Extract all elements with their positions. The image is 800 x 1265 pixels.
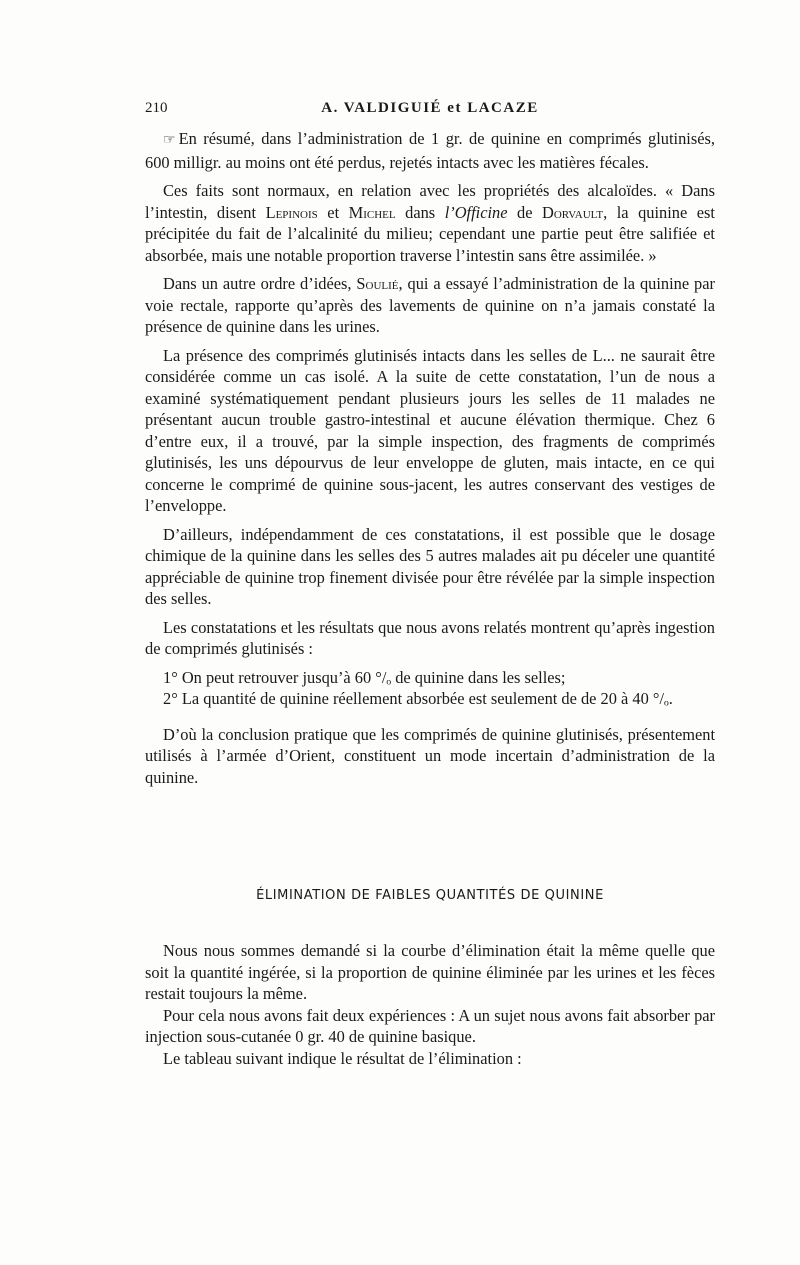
author-name: Soulié	[356, 274, 399, 293]
paragraph-observations: La présence des comprimés glutinisés intacts dans les selles de L... ne saurait être considérée comme un cas isolé. A la suite de cette constatation, l’un de nous a examiné systématiquement pendant plusieurs jours les selles de 11 malades ne présentant aucun trouble gastro-intestinal et aucune élévation thermique. Chez 6 d’entre eux, il a trouvé, par la simple inspection, des fragments de comprimés glutinisés, les uns dépourvus de leur enveloppe de gluten, mais intacte, en ce qui concerne le comprimé de quinine sous-jacent, les autres conservant des vestiges de l’enveloppe.	[145, 345, 715, 515]
paragraph-results: Les constatations et les résultats que nous avons relatés montrent qu’après ingestion de comprimés glutinisés :	[145, 617, 715, 658]
paragraph-table-intro: Le tableau suivant indique le résultat de l’élimination :	[163, 1048, 522, 1068]
author-name: Lepinois	[265, 202, 318, 222]
body-text	[145, 128, 715, 788]
book-title: l’Officine	[444, 202, 508, 222]
paragraph-summary: ☞ En résumé, dans l’administration de 1 gr. de quinine en comprimés glutinisés, 600 milligr. au moins ont été perdus, rejetés intacts avec les matières fécales.	[145, 129, 715, 172]
paragraph-question: Nous nous sommes demandé si la courbe d’élimination était la même quelle que soit la quantité ingérée, si la proportion de quinine éliminée par les urines et les fèces restait toujours la même.	[145, 941, 715, 1003]
running-head: A. VALDIGUIÉ et LACAZE	[321, 100, 539, 116]
section-heading: ÉLIMINATION DE FAIBLES QUANTITÉS DE QUININE	[256, 888, 604, 903]
paragraph-dosage: D’ailleurs, indépendamment de ces constatations, il est possible que le dosage chimique de la quinine dans les selles des 5 autres malades ait pu déceler une quantité appréciable de quinine trop finement divisée pour être révélée par la simple inspection des selles.	[145, 524, 715, 608]
author-name: Michel	[348, 202, 396, 222]
paragraph-rectal: Dans un autre ordre d’idées, Soulié, qui a essayé l’administration de la quinine par voie rectale, rapporte qu’après des lavements de quinine on n’a jamais constaté la présence de quinine dans les urines.	[145, 274, 715, 336]
paragraph-conclusion: D’où la conclusion pratique que les comprimés de quinine glutinisés, présentement utilisés à l’armée d’Orient, constituent un mode incertain d’administration de la quinine.	[145, 724, 715, 787]
hand-mark-icon: ☞	[163, 133, 176, 148]
page-number: 210	[145, 100, 168, 116]
list-item-1: 1° On peut retrouver jusqu’à 60 °/ₒ de quinine dans les selles;	[163, 667, 566, 687]
section-body	[145, 940, 715, 1069]
paragraph-experiments: Pour cela nous avons fait deux expériences : A un sujet nous avons fait absorber par injection sous-cutanée 0 gr. 40 de quinine basique.	[145, 1005, 715, 1046]
paragraph-alkaloids: Ces faits sont normaux, en relation avec les propriétés des alcaloïdes. « Dans l’intestin, disent Lepinois et Michel dans l’Officine de Dorvault, la quinine est précipitée du fait de l’alcalinité du milieu; cependant une partie peut être salifiée et absorbée, mais une notable proportion traverse l’intestin sans être assimilée. »	[145, 181, 715, 265]
page-header	[145, 100, 715, 124]
author-name: Dorvault	[542, 202, 604, 222]
list-item-2: 2° La quantité de quinine réellement absorbée est seulement de de 20 à 40 °/ₒ.	[163, 689, 673, 708]
